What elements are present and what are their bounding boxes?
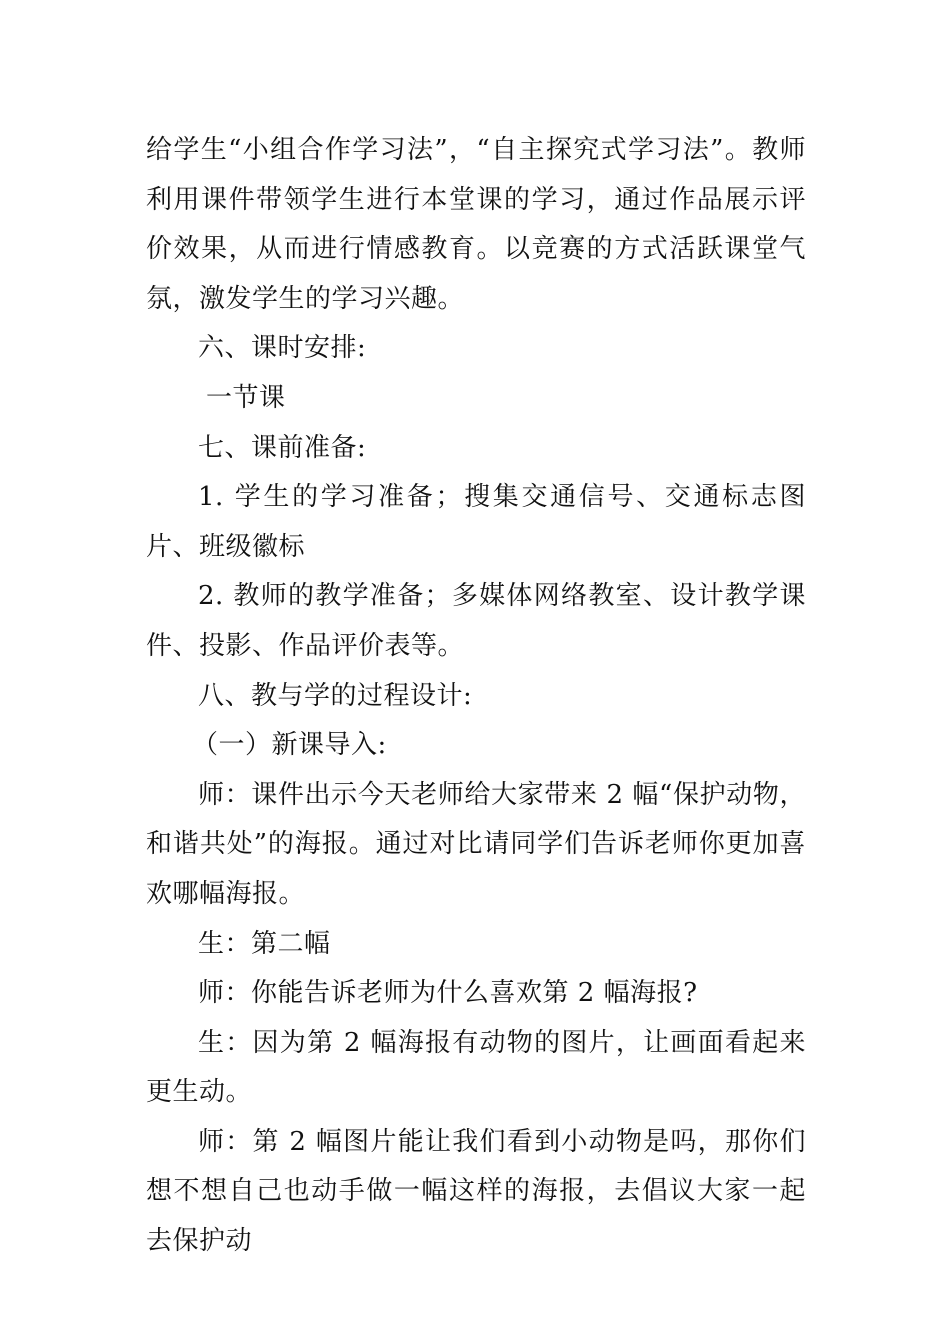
paragraph-intro-methods: 给学生“小组合作学习法”，“自主探究式学习法”。教师利用课件带领学生进行本堂课的学习，通过作品展示评价效果，从而进行情感教育。以竞赛的方式活跃课堂气氛，激发学生的学习兴趣。 (146, 135, 806, 314)
schedule-value: 一节课 (206, 382, 286, 413)
dialogue-line: 师：你能告诉老师为什么喜欢第 2 幅海报? (198, 978, 698, 1009)
heading-schedule: 六、课时安排: (198, 333, 367, 364)
dialogue-line: 师：第 2 幅图片能让我们看到小动物是吗，那你们想不想自己也动手做一幅这样的海报，去倡议大家一起去保护动 (146, 1126, 806, 1257)
document-body (146, 126, 806, 1267)
subheading-introduction: （一）新课导入: (192, 730, 387, 761)
preparation-item-students: 1. 学生的学习准备；搜集交通信号、交通标志图片、班级徽标 (146, 482, 806, 562)
dialogue-line: 师：课件出示今天老师给大家带来 2 幅“保护动物，和谐共处”的海报。通过对比请同学们告诉老师你更加喜欢哪幅海报。 (146, 779, 806, 909)
dialogue-line: 生：因为第 2 幅海报有动物的图片，让画面看起来更生动。 (146, 1027, 806, 1108)
dialogue-line: 生：第二幅 (198, 928, 331, 959)
heading-process-design: 八、教与学的过程设计: (198, 680, 473, 711)
heading-preparation: 七、课前准备: (198, 432, 367, 463)
preparation-item-teacher: 2. 教师的教学准备；多媒体网络教室、设计教学课件、投影、作品评价表等。 (146, 581, 806, 661)
